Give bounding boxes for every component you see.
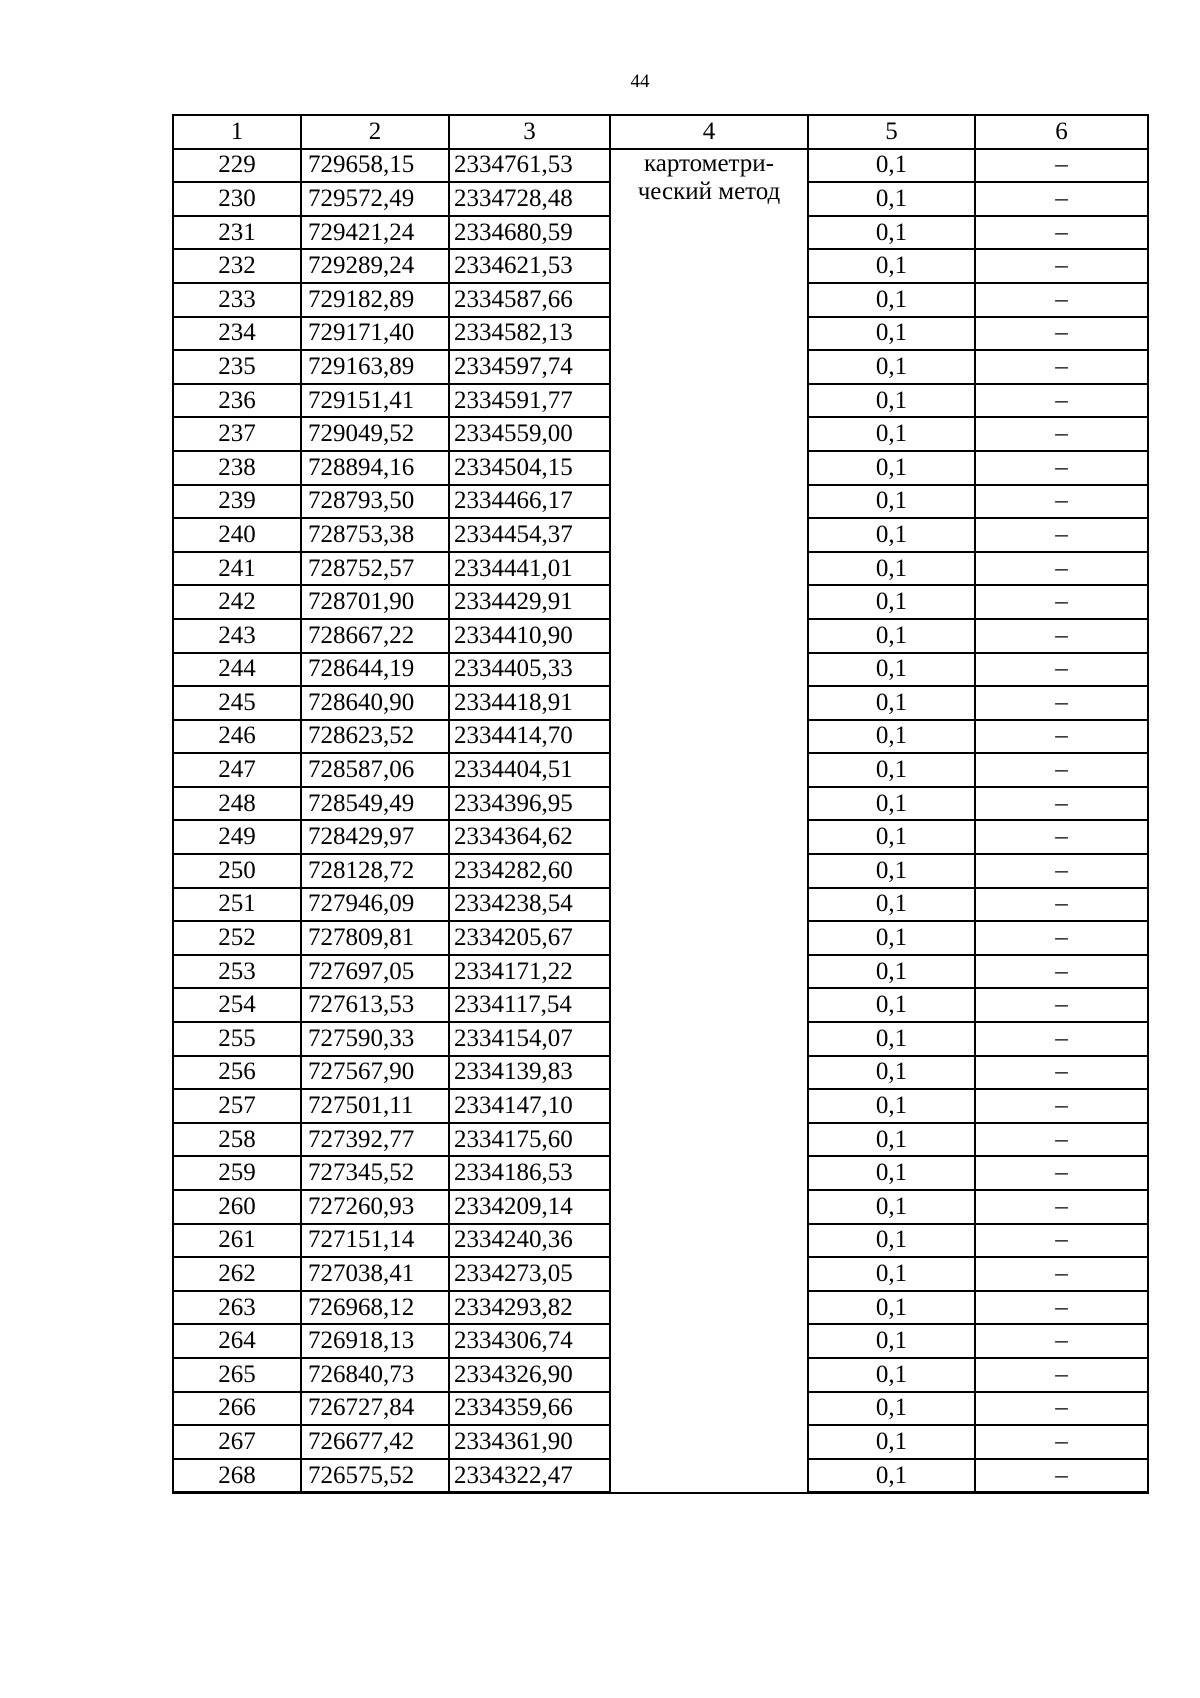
note-cell: – bbox=[975, 1224, 1148, 1258]
y-coordinate-cell: 2334591,77 bbox=[449, 384, 610, 418]
accuracy-cell: 0,1 bbox=[808, 955, 975, 989]
note-cell: – bbox=[975, 451, 1148, 485]
x-coordinate-cell: 727590,33 bbox=[301, 1022, 449, 1056]
page-number: 44 bbox=[630, 71, 650, 92]
y-coordinate-cell: 2334410,90 bbox=[449, 619, 610, 653]
y-coordinate-cell: 2334139,83 bbox=[449, 1056, 610, 1090]
note-cell: – bbox=[975, 787, 1148, 821]
note-cell: – bbox=[975, 1089, 1148, 1123]
point-number-cell: 259 bbox=[173, 1156, 301, 1190]
y-coordinate-cell: 2334429,91 bbox=[449, 585, 610, 619]
x-coordinate-cell: 727038,41 bbox=[301, 1257, 449, 1291]
x-coordinate-cell: 729163,89 bbox=[301, 350, 449, 384]
point-number-cell: 249 bbox=[173, 820, 301, 854]
note-cell: – bbox=[975, 1324, 1148, 1358]
note-cell: – bbox=[975, 283, 1148, 317]
point-number-cell: 267 bbox=[173, 1425, 301, 1459]
accuracy-cell: 0,1 bbox=[808, 988, 975, 1022]
note-cell: – bbox=[975, 854, 1148, 888]
accuracy-cell: 0,1 bbox=[808, 283, 975, 317]
x-coordinate-cell: 728549,49 bbox=[301, 787, 449, 821]
point-number-cell: 245 bbox=[173, 686, 301, 720]
column-header: 1 bbox=[173, 115, 301, 149]
x-coordinate-cell: 728128,72 bbox=[301, 854, 449, 888]
y-coordinate-cell: 2334240,36 bbox=[449, 1224, 610, 1258]
note-cell: – bbox=[975, 317, 1148, 351]
accuracy-cell: 0,1 bbox=[808, 384, 975, 418]
point-number-cell: 256 bbox=[173, 1056, 301, 1090]
column-header: 3 bbox=[449, 115, 610, 149]
note-cell: – bbox=[975, 955, 1148, 989]
x-coordinate-cell: 729421,24 bbox=[301, 216, 449, 250]
accuracy-cell: 0,1 bbox=[808, 182, 975, 216]
point-number-cell: 252 bbox=[173, 921, 301, 955]
method-cell bbox=[610, 149, 808, 1493]
y-coordinate-cell: 2334597,74 bbox=[449, 350, 610, 384]
accuracy-cell: 0,1 bbox=[808, 216, 975, 250]
table-body bbox=[173, 149, 1148, 1493]
point-number-cell: 233 bbox=[173, 283, 301, 317]
accuracy-cell: 0,1 bbox=[808, 1392, 975, 1426]
note-cell: – bbox=[975, 1156, 1148, 1190]
point-number-cell: 237 bbox=[173, 417, 301, 451]
point-number-cell: 258 bbox=[173, 1123, 301, 1157]
point-number-cell: 257 bbox=[173, 1089, 301, 1123]
y-coordinate-cell: 2334404,51 bbox=[449, 753, 610, 787]
x-coordinate-cell: 726677,42 bbox=[301, 1425, 449, 1459]
accuracy-cell: 0,1 bbox=[808, 1425, 975, 1459]
method-text-line: картометри- bbox=[643, 149, 774, 177]
accuracy-cell: 0,1 bbox=[808, 820, 975, 854]
accuracy-cell: 0,1 bbox=[808, 1358, 975, 1392]
y-coordinate-cell: 2334186,53 bbox=[449, 1156, 610, 1190]
x-coordinate-cell: 726840,73 bbox=[301, 1358, 449, 1392]
x-coordinate-cell: 729151,41 bbox=[301, 384, 449, 418]
x-coordinate-cell: 727501,11 bbox=[301, 1089, 449, 1123]
x-coordinate-cell: 727392,77 bbox=[301, 1123, 449, 1157]
point-number-cell: 230 bbox=[173, 182, 301, 216]
y-coordinate-cell: 2334728,48 bbox=[449, 182, 610, 216]
x-coordinate-cell: 728701,90 bbox=[301, 585, 449, 619]
accuracy-cell: 0,1 bbox=[808, 888, 975, 922]
x-coordinate-cell: 727809,81 bbox=[301, 921, 449, 955]
point-number-cell: 263 bbox=[173, 1291, 301, 1325]
x-coordinate-cell: 729289,24 bbox=[301, 249, 449, 283]
x-coordinate-cell: 728587,06 bbox=[301, 753, 449, 787]
point-number-cell: 241 bbox=[173, 552, 301, 586]
y-coordinate-cell: 2334282,60 bbox=[449, 854, 610, 888]
point-number-cell: 246 bbox=[173, 720, 301, 754]
y-coordinate-cell: 2334582,13 bbox=[449, 317, 610, 351]
accuracy-cell: 0,1 bbox=[808, 1022, 975, 1056]
y-coordinate-cell: 2334418,91 bbox=[449, 686, 610, 720]
y-coordinate-cell: 2334326,90 bbox=[449, 1358, 610, 1392]
point-number-cell: 238 bbox=[173, 451, 301, 485]
note-cell: – bbox=[975, 1056, 1148, 1090]
y-coordinate-cell: 2334273,05 bbox=[449, 1257, 610, 1291]
x-coordinate-cell: 728667,22 bbox=[301, 619, 449, 653]
note-cell: – bbox=[975, 216, 1148, 250]
accuracy-cell: 0,1 bbox=[808, 686, 975, 720]
y-coordinate-cell: 2334364,62 bbox=[449, 820, 610, 854]
note-cell: – bbox=[975, 619, 1148, 653]
y-coordinate-cell: 2334405,33 bbox=[449, 653, 610, 687]
point-number-cell: 244 bbox=[173, 653, 301, 687]
note-cell: – bbox=[975, 1190, 1148, 1224]
y-coordinate-cell: 2334238,54 bbox=[449, 888, 610, 922]
point-number-cell: 235 bbox=[173, 350, 301, 384]
y-coordinate-cell: 2334175,60 bbox=[449, 1123, 610, 1157]
x-coordinate-cell: 729049,52 bbox=[301, 417, 449, 451]
accuracy-cell: 0,1 bbox=[808, 1156, 975, 1190]
y-coordinate-cell: 2334587,66 bbox=[449, 283, 610, 317]
y-coordinate-cell: 2334359,66 bbox=[449, 1392, 610, 1426]
y-coordinate-cell: 2334322,47 bbox=[449, 1459, 610, 1493]
x-coordinate-cell: 726968,12 bbox=[301, 1291, 449, 1325]
accuracy-cell: 0,1 bbox=[808, 753, 975, 787]
x-coordinate-cell: 726918,13 bbox=[301, 1324, 449, 1358]
note-cell: – bbox=[975, 888, 1148, 922]
y-coordinate-cell: 2334559,00 bbox=[449, 417, 610, 451]
y-coordinate-cell: 2334414,70 bbox=[449, 720, 610, 754]
note-cell: – bbox=[975, 1123, 1148, 1157]
point-number-cell: 231 bbox=[173, 216, 301, 250]
accuracy-cell: 0,1 bbox=[808, 720, 975, 754]
point-number-cell: 255 bbox=[173, 1022, 301, 1056]
note-cell: – bbox=[975, 988, 1148, 1022]
column-header: 6 bbox=[975, 115, 1148, 149]
point-number-cell: 266 bbox=[173, 1392, 301, 1426]
note-cell: – bbox=[975, 417, 1148, 451]
accuracy-cell: 0,1 bbox=[808, 653, 975, 687]
note-cell: – bbox=[975, 1459, 1148, 1493]
note-cell: – bbox=[975, 485, 1148, 519]
accuracy-cell: 0,1 bbox=[808, 1257, 975, 1291]
point-number-cell: 239 bbox=[173, 485, 301, 519]
x-coordinate-cell: 729182,89 bbox=[301, 283, 449, 317]
y-coordinate-cell: 2334306,74 bbox=[449, 1324, 610, 1358]
note-cell: – bbox=[975, 1257, 1148, 1291]
point-number-cell: 242 bbox=[173, 585, 301, 619]
accuracy-cell: 0,1 bbox=[808, 1324, 975, 1358]
x-coordinate-cell: 729572,49 bbox=[301, 182, 449, 216]
note-cell: – bbox=[975, 921, 1148, 955]
y-coordinate-cell: 2334293,82 bbox=[449, 1291, 610, 1325]
point-number-cell: 234 bbox=[173, 317, 301, 351]
accuracy-cell: 0,1 bbox=[808, 518, 975, 552]
x-coordinate-cell: 728429,97 bbox=[301, 820, 449, 854]
y-coordinate-cell: 2334396,95 bbox=[449, 787, 610, 821]
point-number-cell: 261 bbox=[173, 1224, 301, 1258]
point-number-cell: 232 bbox=[173, 249, 301, 283]
table-row bbox=[173, 149, 1148, 183]
note-cell: – bbox=[975, 384, 1148, 418]
note-cell: – bbox=[975, 182, 1148, 216]
x-coordinate-cell: 728752,57 bbox=[301, 552, 449, 586]
accuracy-cell: 0,1 bbox=[808, 619, 975, 653]
y-coordinate-cell: 2334117,54 bbox=[449, 988, 610, 1022]
point-number-cell: 243 bbox=[173, 619, 301, 653]
note-cell: – bbox=[975, 585, 1148, 619]
coordinates-table bbox=[172, 114, 1149, 1494]
point-number-cell: 264 bbox=[173, 1324, 301, 1358]
x-coordinate-cell: 729658,15 bbox=[301, 149, 449, 183]
accuracy-cell: 0,1 bbox=[808, 1123, 975, 1157]
note-cell: – bbox=[975, 1022, 1148, 1056]
point-number-cell: 262 bbox=[173, 1257, 301, 1291]
note-cell: – bbox=[975, 720, 1148, 754]
y-coordinate-cell: 2334504,15 bbox=[449, 451, 610, 485]
note-cell: – bbox=[975, 820, 1148, 854]
y-coordinate-cell: 2334209,14 bbox=[449, 1190, 610, 1224]
point-number-cell: 251 bbox=[173, 888, 301, 922]
x-coordinate-cell: 726727,84 bbox=[301, 1392, 449, 1426]
x-coordinate-cell: 728753,38 bbox=[301, 518, 449, 552]
note-cell: – bbox=[975, 1425, 1148, 1459]
y-coordinate-cell: 2334361,90 bbox=[449, 1425, 610, 1459]
accuracy-cell: 0,1 bbox=[808, 1190, 975, 1224]
accuracy-cell: 0,1 bbox=[808, 1089, 975, 1123]
accuracy-cell: 0,1 bbox=[808, 149, 975, 183]
accuracy-cell: 0,1 bbox=[808, 249, 975, 283]
table-header-row bbox=[173, 115, 1148, 149]
x-coordinate-cell: 728640,90 bbox=[301, 686, 449, 720]
accuracy-cell: 0,1 bbox=[808, 485, 975, 519]
point-number-cell: 250 bbox=[173, 854, 301, 888]
point-number-cell: 229 bbox=[173, 149, 301, 183]
point-number-cell: 247 bbox=[173, 753, 301, 787]
accuracy-cell: 0,1 bbox=[808, 1459, 975, 1493]
point-number-cell: 254 bbox=[173, 988, 301, 1022]
note-cell: – bbox=[975, 653, 1148, 687]
y-coordinate-cell: 2334205,67 bbox=[449, 921, 610, 955]
note-cell: – bbox=[975, 552, 1148, 586]
point-number-cell: 253 bbox=[173, 955, 301, 989]
note-cell: – bbox=[975, 249, 1148, 283]
point-number-cell: 268 bbox=[173, 1459, 301, 1493]
note-cell: – bbox=[975, 686, 1148, 720]
accuracy-cell: 0,1 bbox=[808, 1056, 975, 1090]
accuracy-cell: 0,1 bbox=[808, 552, 975, 586]
y-coordinate-cell: 2334154,07 bbox=[449, 1022, 610, 1056]
accuracy-cell: 0,1 bbox=[808, 451, 975, 485]
x-coordinate-cell: 727151,14 bbox=[301, 1224, 449, 1258]
y-coordinate-cell: 2334441,01 bbox=[449, 552, 610, 586]
accuracy-cell: 0,1 bbox=[808, 317, 975, 351]
x-coordinate-cell: 728793,50 bbox=[301, 485, 449, 519]
point-number-cell: 240 bbox=[173, 518, 301, 552]
point-number-cell: 236 bbox=[173, 384, 301, 418]
method-text-line: ческий метод bbox=[637, 177, 781, 205]
y-coordinate-cell: 2334621,53 bbox=[449, 249, 610, 283]
x-coordinate-cell: 728644,19 bbox=[301, 653, 449, 687]
note-cell: – bbox=[975, 518, 1148, 552]
x-coordinate-cell: 728894,16 bbox=[301, 451, 449, 485]
note-cell: – bbox=[975, 753, 1148, 787]
note-cell: – bbox=[975, 1358, 1148, 1392]
accuracy-cell: 0,1 bbox=[808, 787, 975, 821]
point-number-cell: 248 bbox=[173, 787, 301, 821]
y-coordinate-cell: 2334147,10 bbox=[449, 1089, 610, 1123]
x-coordinate-cell: 727345,52 bbox=[301, 1156, 449, 1190]
y-coordinate-cell: 2334680,59 bbox=[449, 216, 610, 250]
x-coordinate-cell: 727613,53 bbox=[301, 988, 449, 1022]
accuracy-cell: 0,1 bbox=[808, 854, 975, 888]
column-header: 2 bbox=[301, 115, 449, 149]
point-number-cell: 265 bbox=[173, 1358, 301, 1392]
point-number-cell: 260 bbox=[173, 1190, 301, 1224]
x-coordinate-cell: 729171,40 bbox=[301, 317, 449, 351]
y-coordinate-cell: 2334454,37 bbox=[449, 518, 610, 552]
column-header: 5 bbox=[808, 115, 975, 149]
x-coordinate-cell: 728623,52 bbox=[301, 720, 449, 754]
y-coordinate-cell: 2334466,17 bbox=[449, 485, 610, 519]
y-coordinate-cell: 2334761,53 bbox=[449, 149, 610, 183]
accuracy-cell: 0,1 bbox=[808, 1291, 975, 1325]
y-coordinate-cell: 2334171,22 bbox=[449, 955, 610, 989]
x-coordinate-cell: 727697,05 bbox=[301, 955, 449, 989]
accuracy-cell: 0,1 bbox=[808, 350, 975, 384]
note-cell: – bbox=[975, 149, 1148, 183]
x-coordinate-cell: 727567,90 bbox=[301, 1056, 449, 1090]
accuracy-cell: 0,1 bbox=[808, 585, 975, 619]
x-coordinate-cell: 727946,09 bbox=[301, 888, 449, 922]
x-coordinate-cell: 726575,52 bbox=[301, 1459, 449, 1493]
note-cell: – bbox=[975, 1392, 1148, 1426]
accuracy-cell: 0,1 bbox=[808, 417, 975, 451]
x-coordinate-cell: 727260,93 bbox=[301, 1190, 449, 1224]
column-header: 4 bbox=[610, 115, 808, 149]
accuracy-cell: 0,1 bbox=[808, 1224, 975, 1258]
note-cell: – bbox=[975, 350, 1148, 384]
note-cell: – bbox=[975, 1291, 1148, 1325]
accuracy-cell: 0,1 bbox=[808, 921, 975, 955]
